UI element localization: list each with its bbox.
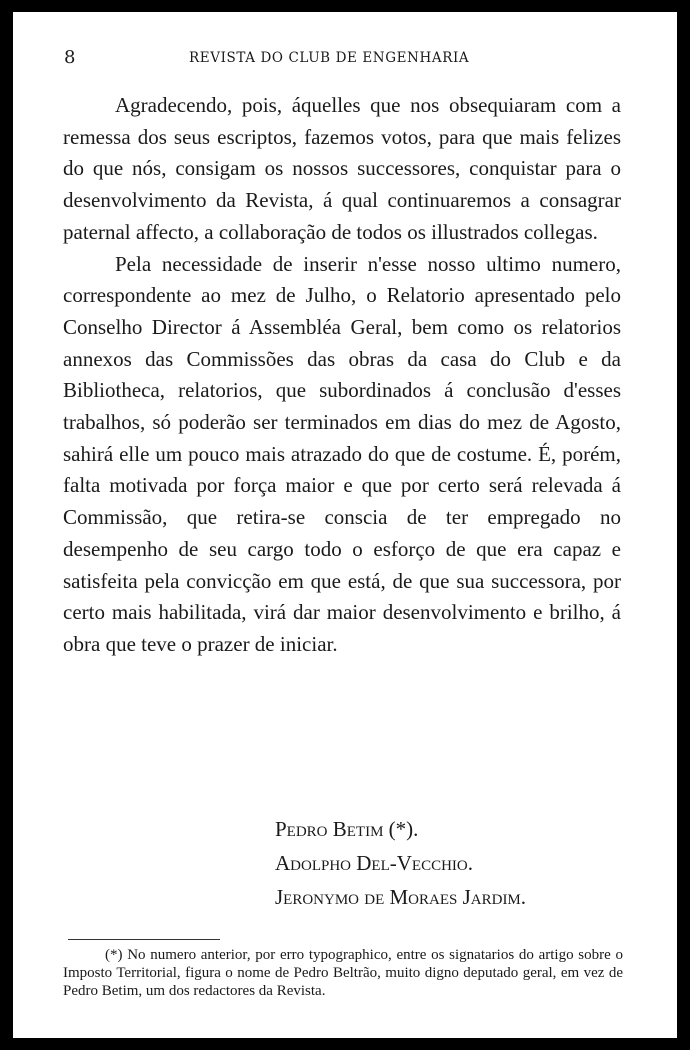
signature-block xyxy=(275,812,526,914)
page-number: 8 xyxy=(64,47,76,68)
running-title: REVISTA DO CLUB DE ENGENHARIA xyxy=(189,50,470,66)
footnote-separator xyxy=(68,939,220,940)
body-text xyxy=(63,90,621,661)
book-page xyxy=(13,12,677,1038)
signature-jeronymo-jardim: Jeronymo de Moraes Jardim. xyxy=(275,885,527,909)
paragraph-acknowledgement: Agradecendo, pois, áquelles que nos obsequiaram com a remessa dos seus escriptos, fazemos votos, para que mais felizes do que nós, consigam os nossos successores, conquistar para o desenvolvimento da Revista, á qual continuaremos a consagrar paternal affecto, a collaboração de todos os illustrados collegas. xyxy=(63,93,621,244)
footnote-text: (*) No numero anterior, por erro typographico, entre os signatarios do artigo sobre o Imposto Territorial, figura o nome de Pedro Beltrão, muito digno deputado geral, em vez de Pedro Betim, um dos redactores da Revista. xyxy=(63,947,623,999)
footnote xyxy=(63,946,623,1000)
paragraph-report-delay: Pela necessidade de inserir n'esse nosso ultimo numero, correspondente ao mez de Julho, o Relatorio apresentado pelo Conselho Director á Assembléa Geral, bem como os relatorios annexos das Commissões das obras da casa do Club e da Bibliotheca, relatorios, que subordinados á conclusão d'esses trabalhos, só poderão ser terminados em dias do mez de Agosto, sahirá elle um pouco mais atrazado do que de costume. É, porém, falta motivada por força maior e que por certo será relevada á Commissão, que retira-se conscia de ter empregado no desempenho de seu cargo todo o esforço de que era capaz e satisfeita pela convicção em que está, de que sua successora, por certo mais habilitada, virá dar maior desenvolvimento e brilho, á obra que teve o prazer de iniciar. xyxy=(63,251,621,656)
page-header xyxy=(64,47,644,73)
signature-pedro-betim: Pedro Betim (*). xyxy=(275,817,419,841)
signature-adolpho-del-vecchio: Adolpho Del-Vecchio. xyxy=(275,851,473,875)
